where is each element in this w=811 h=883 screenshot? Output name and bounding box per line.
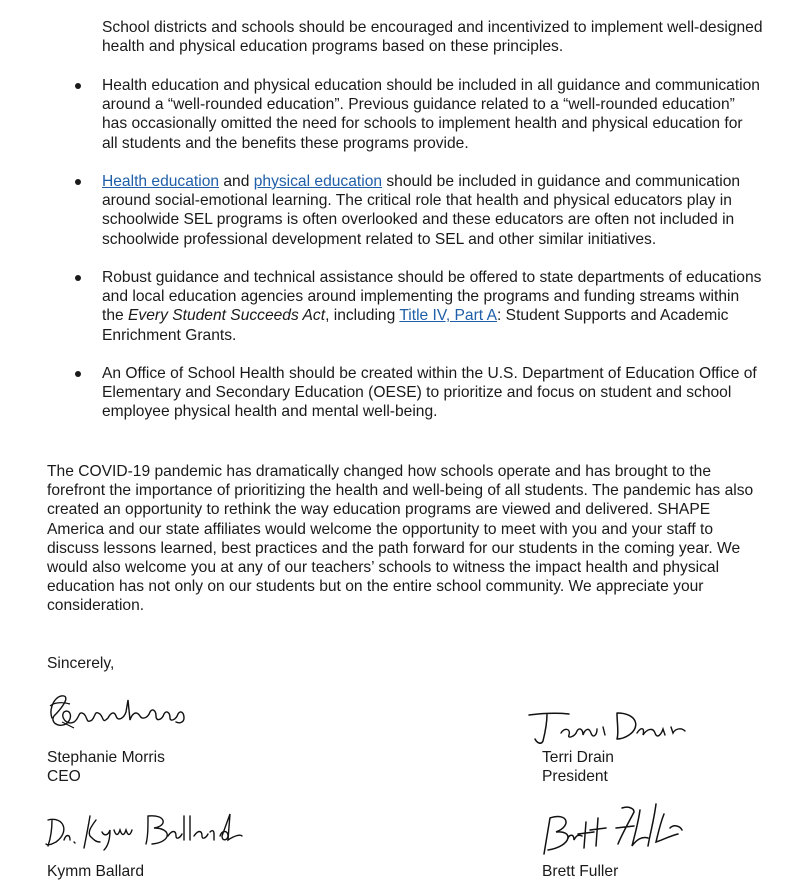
act-title: Every Student Succeeds Act	[128, 307, 326, 325]
bullet-text: and	[219, 173, 254, 190]
signatory-title: President	[542, 768, 608, 786]
list-item	[0, 268, 762, 345]
signature-image	[525, 705, 695, 747]
signatory-name: Kymm Ballard	[47, 863, 145, 880]
closing-paragraph: The COVID-19 pandemic has dramatically changed how schools operate and has brought to the forefront the importance of prioritizing the health and well-being of all students. The pandemic has also created an opportunity to rethink the way education programs are viewed and delivered. SHAPE America and our state affiliates would welcome the opportunity to meet with you and your staff to discuss lessons learned, best practices and the path forward for our students in the coming year. We would also welcome you at any of our teachers’ schools to witness the impact health and physical education has not only on our students but on the entire school community. We appreciate your consideration.	[47, 463, 754, 615]
bullet-icon	[75, 371, 81, 377]
health-education-link[interactable]: Health education	[102, 173, 220, 190]
list-item	[0, 76, 762, 153]
title-iv-link[interactable]: Title IV, Part A	[399, 307, 497, 325]
sign-off: Sincerely,	[47, 655, 115, 672]
signature-kymm-ballard	[44, 806, 244, 856]
signature-image	[538, 800, 688, 860]
signatory-name: Stephanie Morris	[47, 749, 165, 766]
recommendation-list	[0, 76, 811, 422]
bullet-text: , including	[325, 307, 400, 325]
list-item	[0, 364, 762, 422]
signature-terri-drain	[525, 705, 695, 747]
signatory-stephanie-morris	[47, 748, 165, 786]
signatory-name: Brett Fuller	[542, 863, 619, 880]
signature-image	[44, 688, 194, 736]
signatory-name: Terri Drain	[542, 749, 614, 766]
signatory-kymm-ballard	[47, 862, 144, 881]
bullet-text: Health education and physical education should be included in all guidance and communication around a “well-rounded education”. Previous guidance related to a “well-rounded education” has occasionally omitted the need for schools to implement health and physical education for all students and the benefits these programs provide.	[102, 77, 760, 152]
signatory-brett-fuller	[542, 862, 618, 881]
bullet-icon	[75, 179, 81, 185]
signature-image	[44, 806, 244, 856]
bullet-text: : Student Supports and Academic Enrichment Grants.	[102, 307, 729, 344]
intro-paragraph: School districts and schools should be encouraged and incentivized to implement well-designed health and physical education programs based on these principles.	[102, 19, 763, 56]
signature-stephanie-morris	[44, 688, 194, 736]
physical-education-link[interactable]: physical education	[253, 173, 383, 190]
bullet-text: Robust guidance and technical assistance should be offered to state departments of educations and local education agencies around implementing the programs and funding streams within the	[102, 269, 762, 325]
bullet-icon	[75, 83, 81, 89]
signatory-terri-drain	[542, 748, 614, 786]
bullet-icon	[75, 275, 81, 281]
signature-brett-fuller	[538, 800, 688, 860]
bullet-text: should be included in guidance and communication around social-emotional learning. The critical role that health and physical educators play in schoolwide SEL programs is often overlooked and these educators are often not included in schoolwide professional development related to SEL and other similar initiatives.	[102, 173, 741, 248]
bullet-text: An Office of School Health should be created within the U.S. Department of Education Office of Elementary and Secondary Education (OESE) to prioritize and focus on student and school employee physical health and mental well-being.	[102, 365, 757, 421]
signatory-title: CEO	[47, 768, 81, 786]
list-item	[0, 172, 762, 249]
